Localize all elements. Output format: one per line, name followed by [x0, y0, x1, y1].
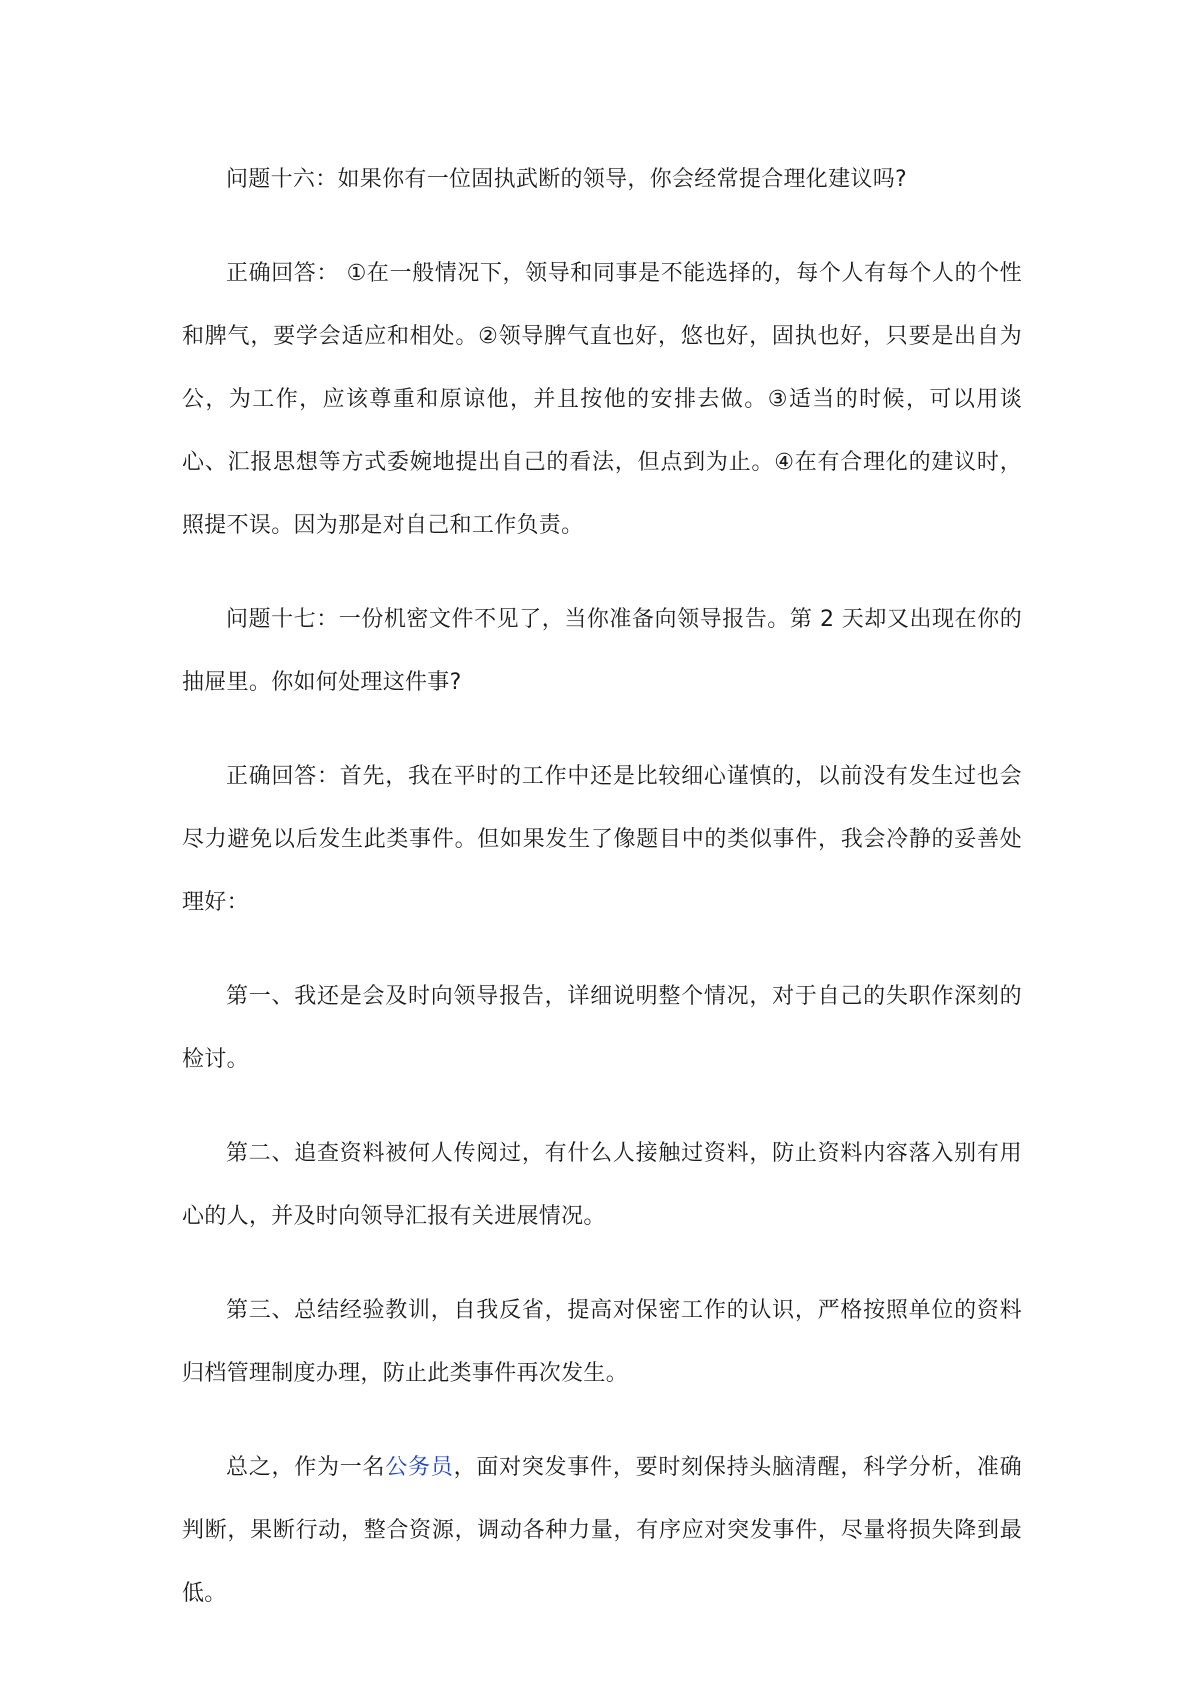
answer-17-step-1: 第一、我还是会及时向领导报告，详细说明整个情况，对于自己的失职作深刻的检讨。 — [182, 984, 1022, 1072]
answer-17-step-3: 第三、总结经验教训，自我反省，提高对保密工作的认识，严格按照单位的资料归档管理制度办理，防止此类事件再次发生。 — [182, 1298, 1022, 1386]
summary-text-after: ，面对突发事件，要时刻保持头脑清醒，科学分析，准确判断，果断行动，整合资源，调动各种力量，有序应对突发事件，尽量将损失降到最低。 — [182, 1455, 1022, 1606]
answer-17: 正确回答：首先，我在平时的工作中还是比较细心谨慎的，以前没有发生过也会尽力避免以后发生此类事件。但如果发生了像题目中的类似事件，我会冷静的妥善处理好： — [182, 764, 1022, 915]
document-body — [182, 148, 1022, 1656]
civil-servant-link[interactable]: 公务员 — [385, 1455, 454, 1480]
summary-text-before: 总之，作为一名 — [226, 1455, 386, 1480]
summary-paragraph — [182, 1436, 1022, 1625]
answer-16: 正确回答： ①在一般情况下，领导和同事是不能选择的，每个人有每个人的个性和脾气，要学会适应和相处。②领导脾气直也好，悠也好，固执也好，只要是出自为公，为工作，应该尊重和原谅他，并且按他的安排去做。③适当的时候，可以用谈心、汇报思想等方式委婉地提出自己的看法，但点到为止。④在有合理化的建议时，照提不误。因为那是对自己和工作负责。 — [182, 261, 1022, 538]
answer-17-step-2: 第二、追查资料被何人传阅过，有什么人接触过资料，防止资料内容落入别有用心的人，并及时向领导汇报有关进展情况。 — [182, 1141, 1022, 1229]
question-16: 问题十六：如果你有一位固执武断的领导，你会经常提合理化建议吗? — [226, 167, 907, 192]
question-17: 问题十七：一份机密文件不见了，当你准备向领导报告。第 2 天却又出现在你的抽屉里。你如何处理这件事? — [182, 607, 1022, 695]
